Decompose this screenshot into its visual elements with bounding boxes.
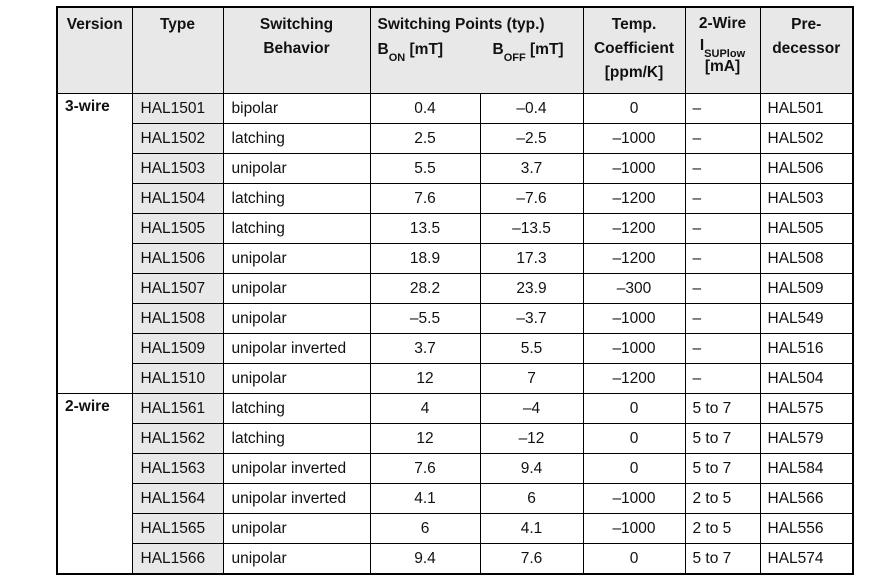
- cell-bon: 2.5: [370, 124, 480, 154]
- cell-boff: 3.7: [480, 154, 583, 184]
- table-row: [57, 124, 853, 154]
- switching-points-title: Switching Points (typ.): [377, 16, 545, 33]
- cell-isup-2wire: –: [685, 334, 760, 364]
- cell-switching-behavior: unipolar: [223, 244, 370, 274]
- cell-temp-coefficient: –1200: [583, 244, 685, 274]
- behavior-header-line2: Behavior: [263, 40, 330, 57]
- cell-temp-coefficient: 0: [583, 394, 685, 424]
- cell-predecessor: HAL504: [760, 364, 853, 394]
- cell-bon: –5.5: [370, 304, 480, 334]
- hal-sensor-selection-table: [56, 6, 854, 575]
- cell-isup-2wire: –: [685, 94, 760, 124]
- cell-bon: 6: [370, 514, 480, 544]
- cell-predecessor: HAL502: [760, 124, 853, 154]
- cell-boff: –0.4: [480, 94, 583, 124]
- cell-boff: 4.1: [480, 514, 583, 544]
- cell-bon: 3.7: [370, 334, 480, 364]
- cell-type: HAL1508: [132, 304, 223, 334]
- cell-temp-coefficient: –1000: [583, 334, 685, 364]
- cell-bon: 18.9: [370, 244, 480, 274]
- cell-boff: 17.3: [480, 244, 583, 274]
- cell-predecessor: HAL503: [760, 184, 853, 214]
- cell-switching-behavior: unipolar: [223, 304, 370, 334]
- cell-switching-behavior: unipolar: [223, 514, 370, 544]
- cell-bon: 28.2: [370, 274, 480, 304]
- cell-bon: 9.4: [370, 544, 480, 575]
- cell-temp-coefficient: –1000: [583, 304, 685, 334]
- cell-predecessor: HAL556: [760, 514, 853, 544]
- cell-boff: 7: [480, 364, 583, 394]
- cell-isup-2wire: –: [685, 124, 760, 154]
- table-row: [57, 454, 853, 484]
- cell-switching-behavior: unipolar: [223, 274, 370, 304]
- cell-switching-behavior: latching: [223, 124, 370, 154]
- cell-switching-behavior: unipolar inverted: [223, 484, 370, 514]
- cell-temp-coefficient: 0: [583, 424, 685, 454]
- cell-predecessor: HAL508: [760, 244, 853, 274]
- cell-boff: –2.5: [480, 124, 583, 154]
- cell-type: HAL1503: [132, 154, 223, 184]
- cell-type: HAL1509: [132, 334, 223, 364]
- col-header-type: Type: [132, 7, 223, 94]
- table-row: [57, 424, 853, 454]
- cell-isup-2wire: 5 to 7: [685, 424, 760, 454]
- cell-predecessor: HAL575: [760, 394, 853, 424]
- cell-temp-coefficient: –1000: [583, 484, 685, 514]
- cell-isup-2wire: 2 to 5: [685, 514, 760, 544]
- cell-predecessor: HAL506: [760, 154, 853, 184]
- cell-boff: –3.7: [480, 304, 583, 334]
- cell-type: HAL1506: [132, 244, 223, 274]
- cell-temp-coefficient: –1000: [583, 154, 685, 184]
- col-header-bon: $B_{ON}$ [mT]: [377, 41, 444, 65]
- cell-switching-behavior: unipolar: [223, 544, 370, 575]
- cell-isup-2wire: –: [685, 184, 760, 214]
- cell-isup-2wire: –: [685, 154, 760, 184]
- cell-isup-2wire: –: [685, 364, 760, 394]
- cell-predecessor: HAL579: [760, 424, 853, 454]
- cell-bon: 12: [370, 424, 480, 454]
- cell-isup-2wire: –: [685, 214, 760, 244]
- cell-switching-behavior: bipolar: [223, 94, 370, 124]
- table-row: [57, 274, 853, 304]
- cell-type: HAL1563: [132, 454, 223, 484]
- cell-temp-coefficient: –1000: [583, 514, 685, 544]
- table-row: [57, 484, 853, 514]
- col-header-2wire-isup: 2-Wire $I_{SUPlow}$ [mA]: [685, 7, 760, 94]
- cell-boff: 7.6: [480, 544, 583, 575]
- cell-predecessor: HAL505: [760, 214, 853, 244]
- cell-isup-2wire: 5 to 7: [685, 544, 760, 575]
- cell-type: HAL1562: [132, 424, 223, 454]
- cell-boff: 6: [480, 484, 583, 514]
- table-row: [57, 334, 853, 364]
- col-header-temp-coefficient: Temp. Coefficient [ppm/K]: [583, 7, 685, 94]
- col-header-version: Version: [57, 7, 132, 94]
- cell-switching-behavior: latching: [223, 394, 370, 424]
- cell-boff: –13.5: [480, 214, 583, 244]
- cell-type: HAL1505: [132, 214, 223, 244]
- table-row: [57, 364, 853, 394]
- cell-type: HAL1510: [132, 364, 223, 394]
- table-row: [57, 544, 853, 575]
- cell-temp-coefficient: 0: [583, 454, 685, 484]
- cell-switching-behavior: unipolar: [223, 154, 370, 184]
- isup-label: $I_{SUPlow}$: [699, 36, 746, 60]
- cell-predecessor: HAL509: [760, 274, 853, 304]
- cell-type: HAL1565: [132, 514, 223, 544]
- cell-type: HAL1564: [132, 484, 223, 514]
- cell-isup-2wire: –: [685, 244, 760, 274]
- cell-temp-coefficient: –300: [583, 274, 685, 304]
- cell-bon: 12: [370, 364, 480, 394]
- cell-type: HAL1504: [132, 184, 223, 214]
- cell-switching-behavior: latching: [223, 184, 370, 214]
- cell-predecessor: HAL574: [760, 544, 853, 575]
- table-row: [57, 304, 853, 334]
- cell-type: HAL1566: [132, 544, 223, 575]
- cell-bon: 7.6: [370, 184, 480, 214]
- cell-switching-behavior: unipolar inverted: [223, 454, 370, 484]
- cell-temp-coefficient: –1000: [583, 124, 685, 154]
- cell-boff: 23.9: [480, 274, 583, 304]
- table-row: [57, 514, 853, 544]
- cell-isup-2wire: 2 to 5: [685, 484, 760, 514]
- cell-predecessor: HAL501: [760, 94, 853, 124]
- cell-bon: 4: [370, 394, 480, 424]
- cell-isup-2wire: –: [685, 304, 760, 334]
- cell-type: HAL1507: [132, 274, 223, 304]
- cell-bon: 13.5: [370, 214, 480, 244]
- cell-temp-coefficient: –1200: [583, 364, 685, 394]
- cell-temp-coefficient: 0: [583, 94, 685, 124]
- cell-predecessor: HAL549: [760, 304, 853, 334]
- col-header-switching-points: [370, 7, 583, 94]
- table-row: [57, 394, 853, 424]
- cell-boff: –4: [480, 394, 583, 424]
- cell-switching-behavior: unipolar: [223, 364, 370, 394]
- cell-predecessor: HAL566: [760, 484, 853, 514]
- cell-isup-2wire: –: [685, 274, 760, 304]
- cell-type: HAL1501: [132, 94, 223, 124]
- table-row: [57, 154, 853, 184]
- cell-type: HAL1502: [132, 124, 223, 154]
- col-header-boff: $B_{OFF}$ [mT]: [492, 41, 564, 65]
- cell-bon: 7.6: [370, 454, 480, 484]
- cell-switching-behavior: unipolar inverted: [223, 334, 370, 364]
- cell-bon: 0.4: [370, 94, 480, 124]
- cell-version-group: 3-wire: [57, 94, 132, 394]
- cell-boff: –7.6: [480, 184, 583, 214]
- cell-isup-2wire: 5 to 7: [685, 394, 760, 424]
- cell-boff: –12: [480, 424, 583, 454]
- cell-temp-coefficient: –1200: [583, 214, 685, 244]
- col-header-predecessor: Pre- decessor: [760, 7, 853, 94]
- cell-switching-behavior: latching: [223, 424, 370, 454]
- cell-bon: 5.5: [370, 154, 480, 184]
- table-row: [57, 244, 853, 274]
- cell-temp-coefficient: –1200: [583, 184, 685, 214]
- cell-boff: 9.4: [480, 454, 583, 484]
- table-row: [57, 214, 853, 244]
- table-row: [57, 184, 853, 214]
- cell-boff: 5.5: [480, 334, 583, 364]
- cell-predecessor: HAL516: [760, 334, 853, 364]
- cell-temp-coefficient: 0: [583, 544, 685, 575]
- switching-points-subheaders: [371, 37, 583, 63]
- behavior-header-line1: Switching: [259, 16, 334, 33]
- cell-version-group: 2-wire: [57, 394, 132, 575]
- cell-predecessor: HAL584: [760, 454, 853, 484]
- col-header-switching-behavior: [223, 7, 370, 94]
- cell-isup-2wire: 5 to 7: [685, 454, 760, 484]
- cell-type: HAL1561: [132, 394, 223, 424]
- table-row: [57, 94, 853, 124]
- cell-bon: 4.1: [370, 484, 480, 514]
- cell-switching-behavior: latching: [223, 214, 370, 244]
- header-row: [57, 7, 853, 94]
